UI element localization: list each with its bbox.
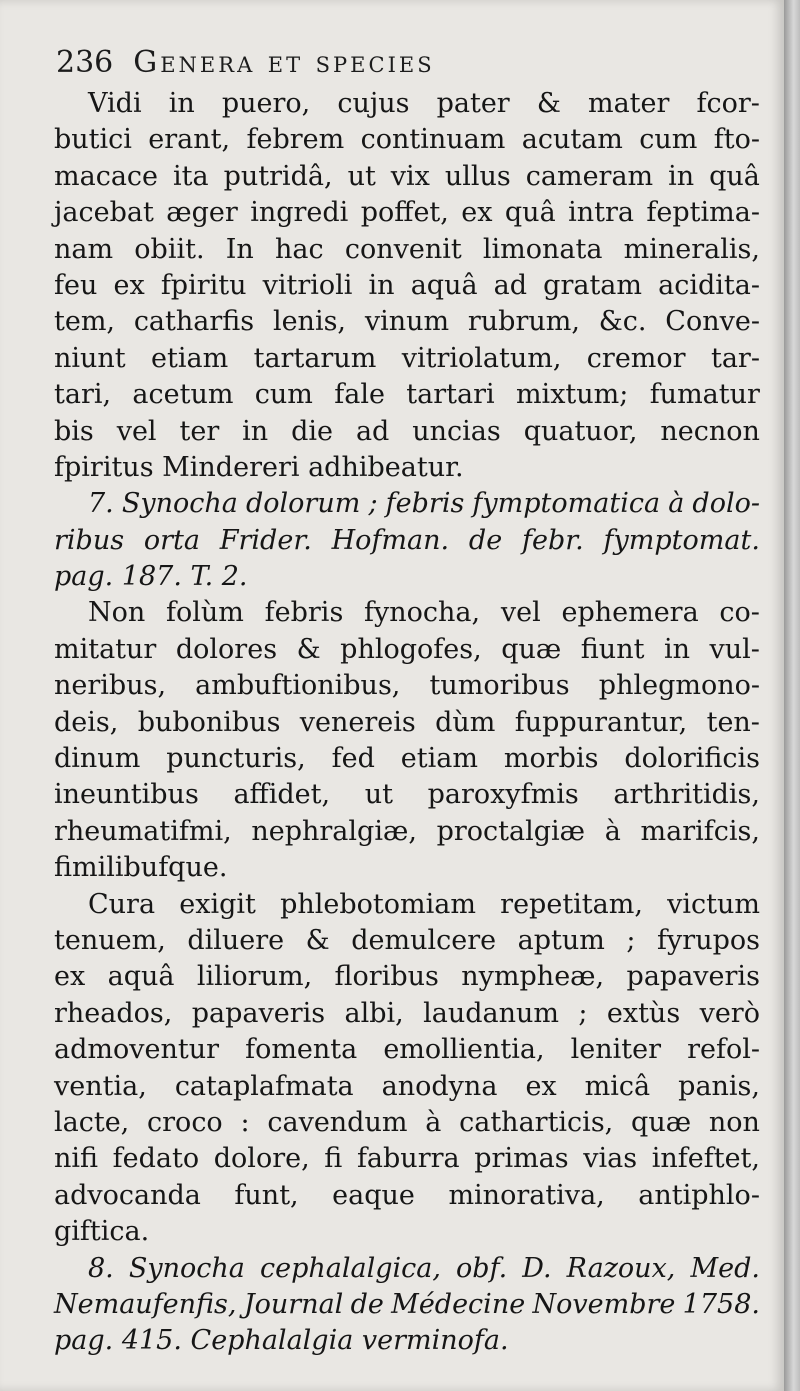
page-number: 236 bbox=[56, 45, 114, 80]
text-line: dinum puncturis, fed etiam morbis dolorificis bbox=[54, 743, 760, 775]
text-line: Nemaufenfis, Journal de Médecine Novembre 1758. bbox=[54, 1288, 760, 1320]
text-line: neribus, ambuftionibus, tumoribus phlegmono- bbox=[54, 670, 760, 702]
text-line: ribus orta Frider. Hofman. de febr. fymptomat. bbox=[54, 524, 760, 556]
running-header bbox=[56, 45, 435, 80]
page-edge bbox=[784, 0, 800, 1391]
text-line: ventia, cataplafmata anodyna ex micâ panis, bbox=[54, 1070, 760, 1102]
text-line: macace ita putridâ, ut vix ullus cameram in quâ bbox=[54, 160, 760, 192]
text-line: mitatur dolores & phlogofes, quæ fiunt in vul- bbox=[54, 633, 760, 665]
text-line: jacebat æger ingredi poffet, ex quâ intra feptima- bbox=[54, 197, 760, 229]
text-line: deis, bubonibus venereis dùm fuppurantur, ten- bbox=[54, 706, 760, 738]
text-line: giftica. bbox=[54, 1216, 150, 1248]
text-line: nifi fedato dolore, fi faburra primas vias infeftet, bbox=[54, 1143, 760, 1175]
text-line: nam obiit. In hac convenit limonata mineralis, bbox=[54, 233, 760, 265]
text-line: Vidi in puero, cujus pater & mater fcor- bbox=[88, 88, 760, 119]
text-line: ex aquâ liliorum, floribus nympheæ, papaveris bbox=[54, 961, 760, 993]
section-heading-8: 8. Synocha cephalalgica, obf. D. Razoux, Med. bbox=[88, 1252, 760, 1284]
text-line: Cura exigit phlebotomiam repetitam, victum bbox=[88, 888, 760, 920]
section-heading-7: 7. Synocha dolorum ; febris fymptomatica à dolo- bbox=[88, 488, 760, 520]
text-line: lacte, croco : cavendum à catharticis, quæ non bbox=[54, 1106, 760, 1138]
running-title: Genera et species bbox=[133, 45, 435, 80]
text-line: tenuem, diluere & demulcere aptum ; fyrupos bbox=[54, 924, 760, 956]
text-line: niunt etiam tartarum vitriolatum, cremor tar- bbox=[54, 342, 760, 374]
text-line: tem, catharfis lenis, vinum rubrum, &c. Conve- bbox=[54, 306, 760, 338]
text-line: fpiritus Mindereri adhibeatur. bbox=[54, 451, 464, 483]
text-line: pag. 187. T. 2. bbox=[54, 561, 248, 593]
text-line: advocanda funt, eaque minorativa, antiphlo- bbox=[54, 1179, 760, 1211]
text-line: admoventur fomenta emollientia, leniter refol- bbox=[54, 1034, 760, 1066]
text-line: tari, acetum cum fale tartari mixtum; fumatur bbox=[54, 379, 760, 411]
text-line: rheumatifmi, nephralgiæ, proctalgiæ à marifcis, bbox=[54, 815, 760, 847]
body-text bbox=[54, 86, 760, 1360]
text-line: feu ex fpiritu vitrioli in aquâ ad gratam acidita- bbox=[54, 269, 760, 301]
text-line: ineuntibus affidet, ut paroxyfmis arthritidis, bbox=[54, 779, 760, 811]
text-line: pag. 415. Cephalalgia verminofa. bbox=[54, 1325, 509, 1357]
text-line: fimilibufque. bbox=[54, 852, 228, 884]
text-line: rheados, papaveris albi, laudanum ; extùs verò bbox=[54, 997, 760, 1029]
text-line: bis vel ter in die ad uncias quatuor, necnon bbox=[54, 415, 760, 447]
text-line: butici erant, febrem continuam acutam cum fto- bbox=[54, 124, 760, 156]
text-line: Non folùm febris fynocha, vel ephemera co- bbox=[88, 597, 760, 629]
